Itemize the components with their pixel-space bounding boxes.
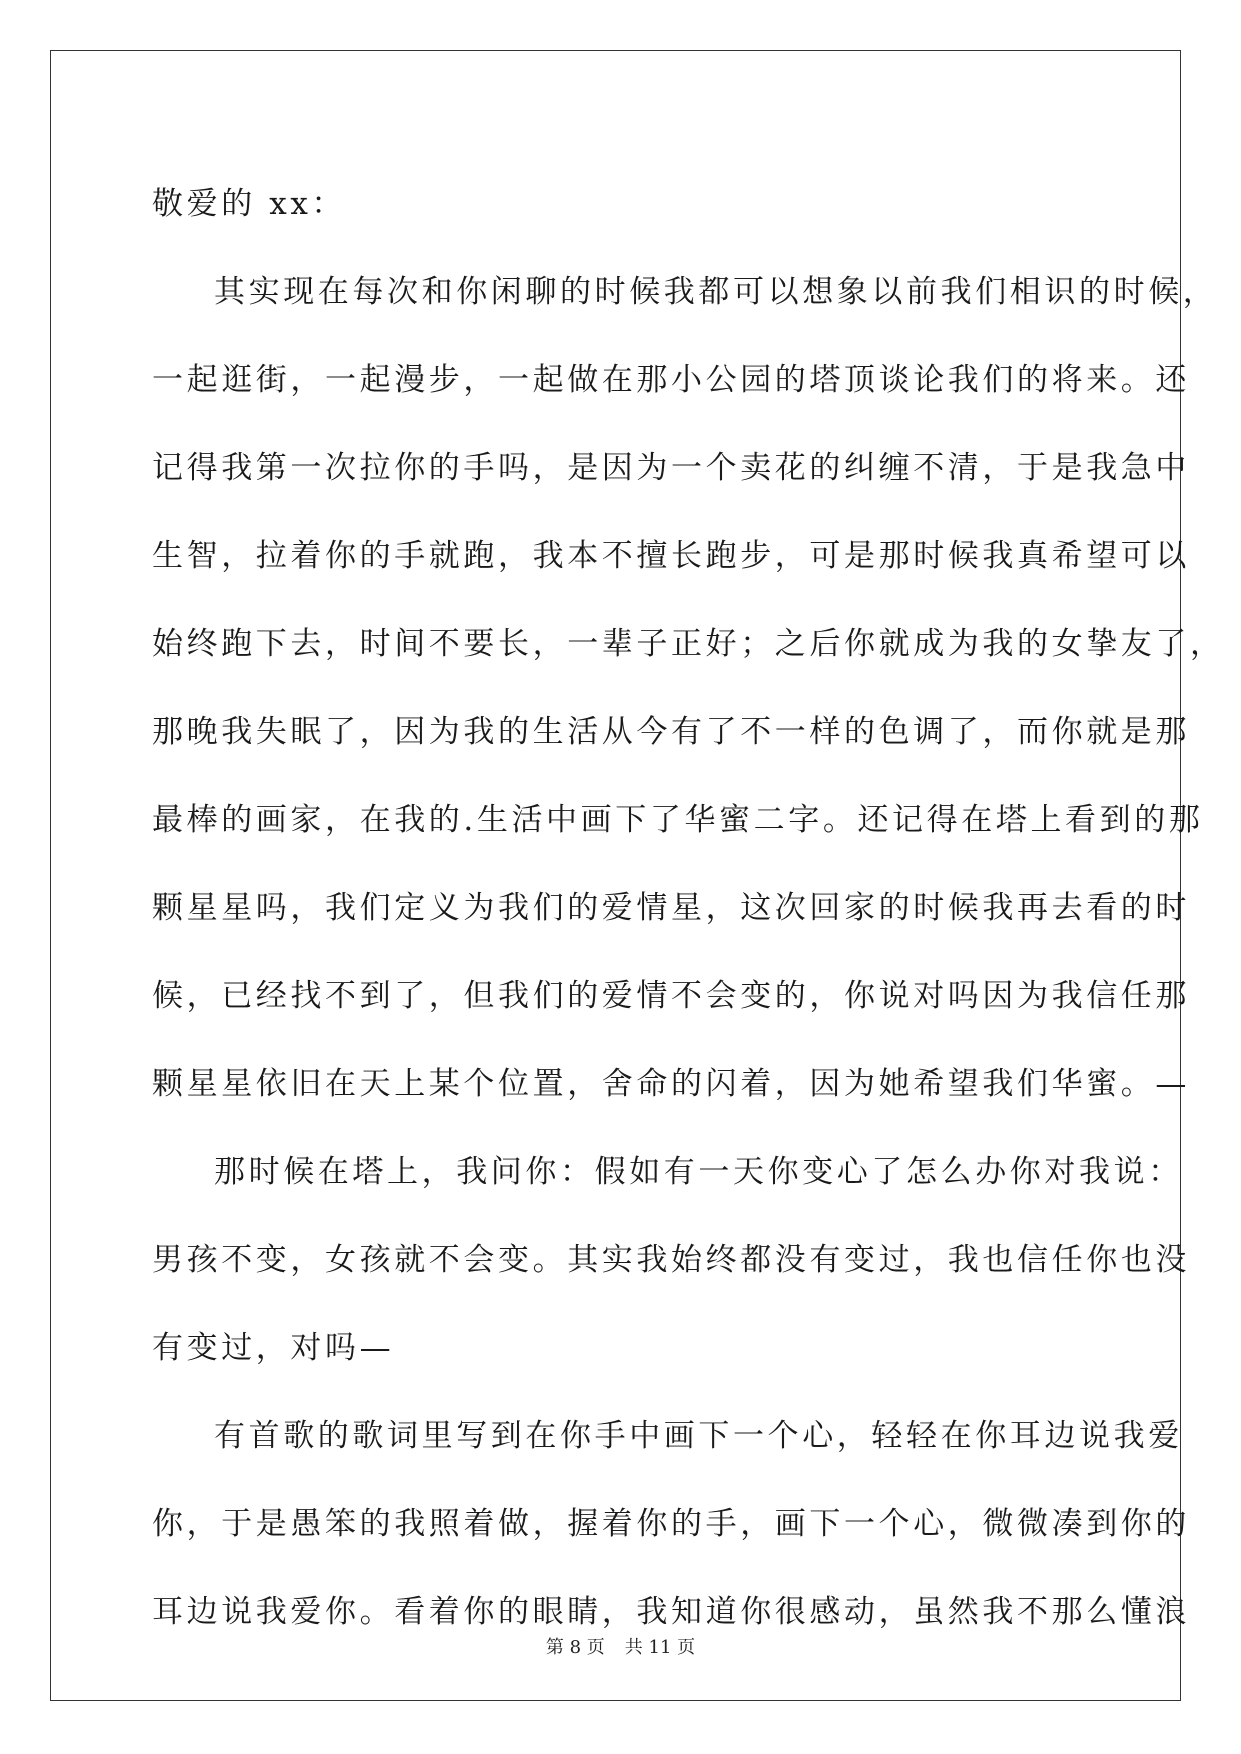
letter-body <box>152 160 1225 1656</box>
text-line: 那晚我失眠了，因为我的生活从今有了不一样的色调了，而你就是那 <box>152 714 1190 750</box>
salutation-line: 敬爱的 xx： <box>152 186 347 222</box>
text-line: 男孩不变，女孩就不会变。其实我始终都没有变过，我也信任你也没 <box>152 1242 1190 1278</box>
text-line: 那时候在塔上，我问你：假如有一天你变心了怎么办你对我说： <box>214 1154 1183 1190</box>
text-line: 有首歌的歌词里写到在你手中画下一个心，轻轻在你耳边说我爱 <box>214 1418 1183 1454</box>
text-line: 颗星星依旧在天上某个位置，舍命的闪着，因为她希望我们华蜜。— <box>152 1066 1190 1102</box>
text-line: 记得我第一次拉你的手吗，是因为一个卖花的纠缠不清，于是我急中 <box>152 450 1190 486</box>
text-line: 颗星星吗，我们定义为我们的爱情星，这次回家的时候我再去看的时 <box>152 890 1190 926</box>
text-line: 最棒的画家，在我的.生活中画下了华蜜二字。还记得在塔上看到的那 <box>152 802 1204 838</box>
text-line: 始终跑下去，时间不要长，一辈子正好；之后你就成为我的女挚友了， <box>152 626 1225 662</box>
text-line: 你，于是愚笨的我照着做，握着你的手，画下一个心，微微凑到你的 <box>152 1506 1190 1542</box>
text-line: 候，已经找不到了，但我们的爱情不会变的，你说对吗因为我信任那 <box>152 978 1190 1014</box>
text-line: 生智，拉着你的手就跑，我本不擅长跑步，可是那时候我真希望可以 <box>152 538 1190 574</box>
text-line: 耳边说我爱你。看着你的眼睛，我知道你很感动，虽然我不那么懂浪 <box>152 1594 1190 1630</box>
text-line: 其实现在每次和你闲聊的时候我都可以想象以前我们相识的时候， <box>214 274 1218 310</box>
page-total: 共 11 页 <box>624 1637 696 1658</box>
page-footer <box>0 1633 1241 1659</box>
text-line: 一起逛街，一起漫步，一起做在那小公园的塔顶谈论我们的将来。还 <box>152 362 1190 398</box>
text-line: 有变过，对吗— <box>152 1330 395 1366</box>
page-number: 第 8 页 <box>545 1637 605 1658</box>
